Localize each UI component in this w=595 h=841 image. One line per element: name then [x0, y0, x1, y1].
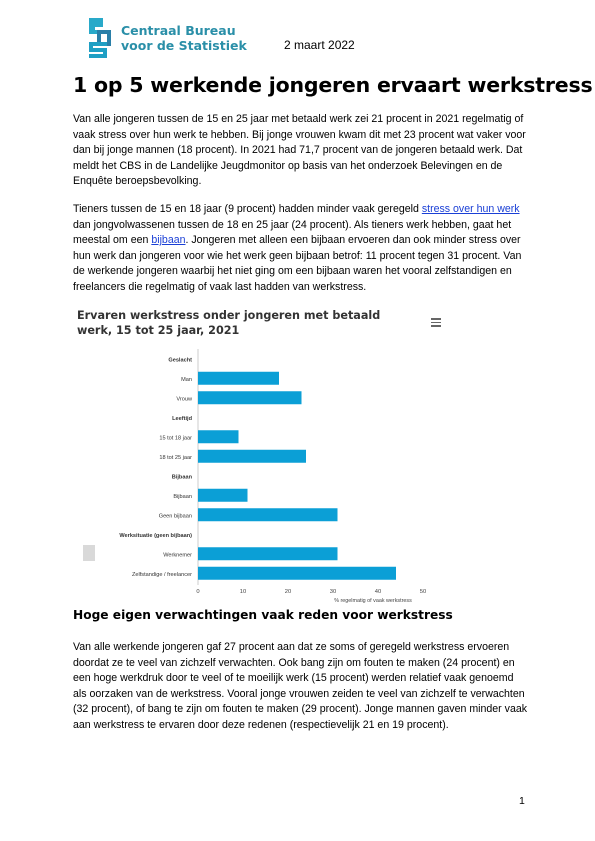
chart-bar	[198, 508, 338, 521]
chart-bar	[198, 567, 396, 580]
page-title: 1 op 5 werkende jongeren ervaart werkstress	[73, 73, 593, 97]
paragraph-text: . Jongeren met alleen een bijbaan ervoeren dan ook minder stress over hun werk dan jongeren voor wie het werk geen bijbaan betrof: 11 procent tegen 31 procent. Van de werkende jongeren waarbij het niet ging om een bijbaan waren het vooral zelfstandigen en freelancers die regelmatig of vaak last hadden van werkstress.	[73, 234, 522, 293]
paragraph-teenagers	[73, 202, 528, 296]
chart-bar	[198, 430, 239, 443]
chart-bar	[198, 372, 279, 385]
werkstress-chart	[73, 302, 453, 604]
chart-group-label: Geslacht	[168, 357, 192, 364]
chart-category-label: Zelfstandige / freelancer	[131, 571, 192, 578]
chart-title: Ervaren werkstress onder jongeren met betaald werk, 15 tot 25 jaar, 2021	[77, 309, 381, 337]
chart-group-label: Leeftijd	[172, 415, 192, 422]
chart-source-icon	[83, 545, 95, 561]
paragraph-text: Tieners tussen de 15 en 18 jaar (9 procent) hadden minder vaak geregeld	[73, 203, 422, 215]
chart-group-label: Werksituatie (geen bijbaan)	[119, 532, 192, 539]
cbs-logo-mark-icon	[85, 16, 115, 60]
logo-line-1: Centraal Bureau	[121, 23, 236, 38]
section-heading: Hoge eigen verwachtingen vaak reden voor werkstress	[73, 608, 453, 622]
chart-bar	[198, 547, 338, 560]
chart-bar	[198, 391, 302, 404]
chart-menu-icon[interactable]	[431, 318, 441, 329]
chart-x-tick-label: 50	[419, 589, 427, 595]
logo-line-2: voor de Statistiek	[121, 38, 247, 53]
link-stress-over-werk[interactable]: stress over hun werk	[421, 203, 520, 215]
paragraph-text: dan jongvolwassenen tussen de 18 en 25 jaar (24 procent). Als tieners werk hebben, gaat het meestal om een	[73, 218, 512, 247]
document-date: 2 maart 2022	[284, 38, 355, 52]
chart-category-label: Vrouw	[176, 396, 192, 403]
chart-bar	[198, 489, 248, 502]
chart-x-tick-label: 20	[284, 589, 292, 595]
page-number: 1	[519, 795, 525, 807]
chart-x-axis-label: % regelmatig of vaak werkstress	[334, 598, 412, 604]
link-bijbaan[interactable]: bijbaan	[151, 234, 186, 247]
chart-bar	[198, 450, 306, 463]
chart-category-label: Man	[181, 376, 192, 383]
chart-x-tick-label: 0	[196, 589, 200, 595]
cbs-logo	[85, 16, 247, 60]
chart-category-label: Bijbaan	[173, 493, 192, 500]
chart-x-tick-label: 10	[239, 589, 247, 595]
logo-text	[121, 23, 247, 53]
paragraph-causes: Van alle werkende jongeren gaf 27 procent aan dat ze soms of geregeld werkstress ervoeren doordat ze te veel van zichzelf verwachten. Ook bang zijn om fouten te maken (24 procent) en een hoge werkdruk door te veel of te moeilijk werk (15 procent) werden relatief vaak genoemd als oorzaken van de werkstress. Vooral jonge vrouwen zeiden te veel van zichzelf te verwachten (32 procent), of bang te zijn om fouten te maken (29 procent). Jonge mannen gaven minder vaak aan werkstress te ervaren door deze redenen (respectievelijk 21 en 19 procent).	[73, 641, 528, 731]
paragraph-intro: Van alle jongeren tussen de 15 en 25 jaar met betaald werk zei 21 procent in 2021 regelmatig of vaak stress over hun werk te hebben. Bij jonge vrouwen kwam dit met 23 procent wat vaker voor dan bij jonge mannen (18 procent). In 2021 had 71,7 procent van de jongeren betaald werk. Dat meldt het CBS in de Landelijke Jeugdmonitor op basis van het onderzoek Belevingen en de Enquête beroepsbevolking.	[73, 113, 526, 188]
chart-category-label: 18 tot 25 jaar	[159, 454, 192, 461]
chart-canvas	[73, 302, 453, 604]
chart-category-label: 15 tot 18 jaar	[159, 435, 192, 442]
chart-x-tick-label: 30	[329, 589, 337, 595]
chart-group-label: Bijbaan	[171, 474, 192, 481]
chart-category-label: Geen bijbaan	[158, 513, 192, 520]
chart-category-label: Werknemer	[163, 552, 192, 559]
chart-x-tick-label: 40	[374, 589, 382, 595]
